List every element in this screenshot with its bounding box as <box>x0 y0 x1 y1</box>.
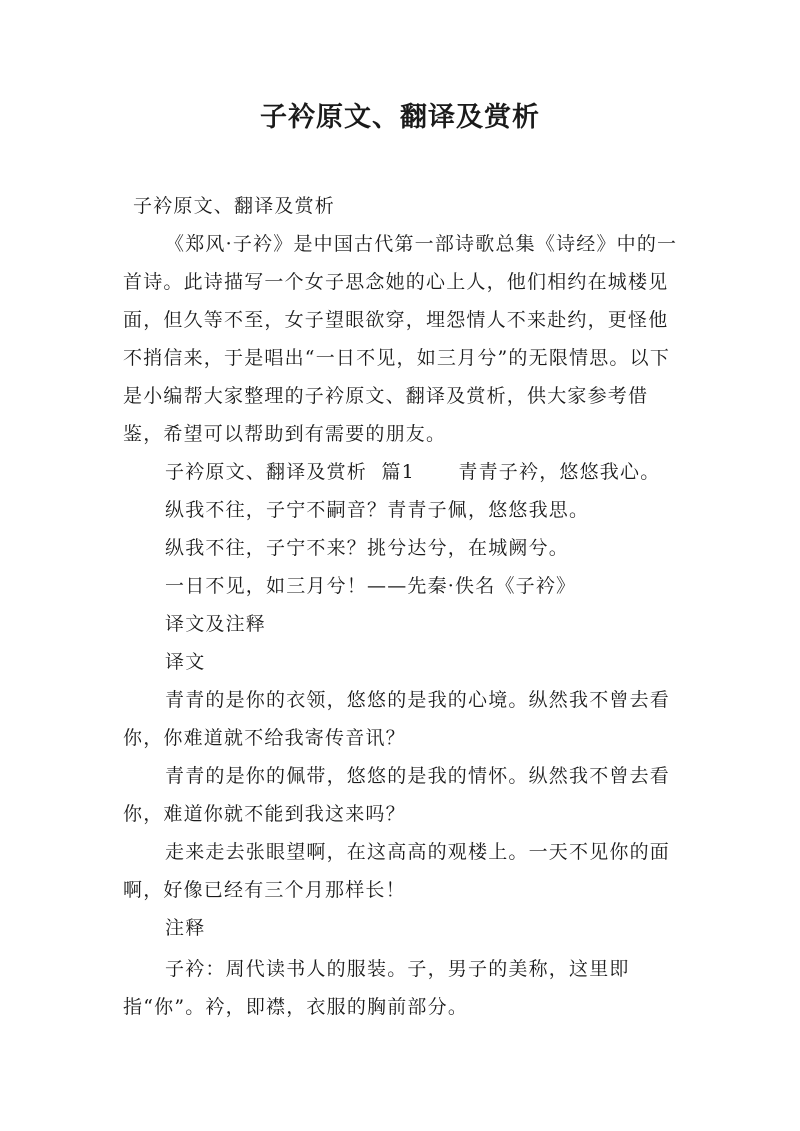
poem-line-1: 子衿原文、翻译及赏析 篇1 青青子衿，悠悠我心。 <box>165 461 661 483</box>
subtitle-paragraph: 子衿原文、翻译及赏析 <box>133 195 336 217</box>
section-heading-translation-notes: 译文及注释 <box>165 613 267 635</box>
document-body <box>123 187 683 1026</box>
poem-line-2: 纵我不往，子宁不嗣音？青青子佩，悠悠我思。 <box>165 499 590 521</box>
note-paragraph-1: 子衿：周代读书人的服装。子，男子的美称，这里即指“你”。衿，即襟，衣服的胸前部分。 <box>123 958 630 1018</box>
poem-line-4: 一日不见，如三月兮！——先秦·佚名《子衿》 <box>165 575 577 597</box>
section-heading-translation: 译文 <box>165 651 206 673</box>
translation-paragraph-2: 青青的是你的佩带，悠悠的是我的情怀。纵然我不曾去看你，难道你就不能到我这来吗？ <box>123 765 671 825</box>
poem-line-3: 纵我不往，子宁不来？挑兮达兮，在城阙兮。 <box>165 537 570 559</box>
translation-paragraph-1: 青青的是你的衣领，悠悠的是我的心境。纵然我不曾去看你，你难道就不给我寄传音讯？ <box>123 689 671 749</box>
translation-paragraph-3: 走来走去张眼望啊，在这高高的观楼上。一天不见你的面啊，好像已经有三个月那样长！ <box>123 841 671 901</box>
document-title: 子衿原文、翻译及赏析 <box>260 102 540 133</box>
intro-paragraph: 《郑风·子衿》是中国古代第一部诗歌总集《诗经》中的一首诗。此诗描写一个女子思念她的心上人，他们相约在城楼见面，但久等不至，女子望眼欲穿，埋怨情人不来赴约，更怪他不捎信来，于是唱出“一日不见，如三月兮”的无限情思。以下是小编帮大家整理的子衿原文、翻译及赏析，供大家参考借鉴，希望可以帮助到有需要的朋友。 <box>123 233 678 445</box>
section-heading-notes: 注释 <box>165 917 206 939</box>
